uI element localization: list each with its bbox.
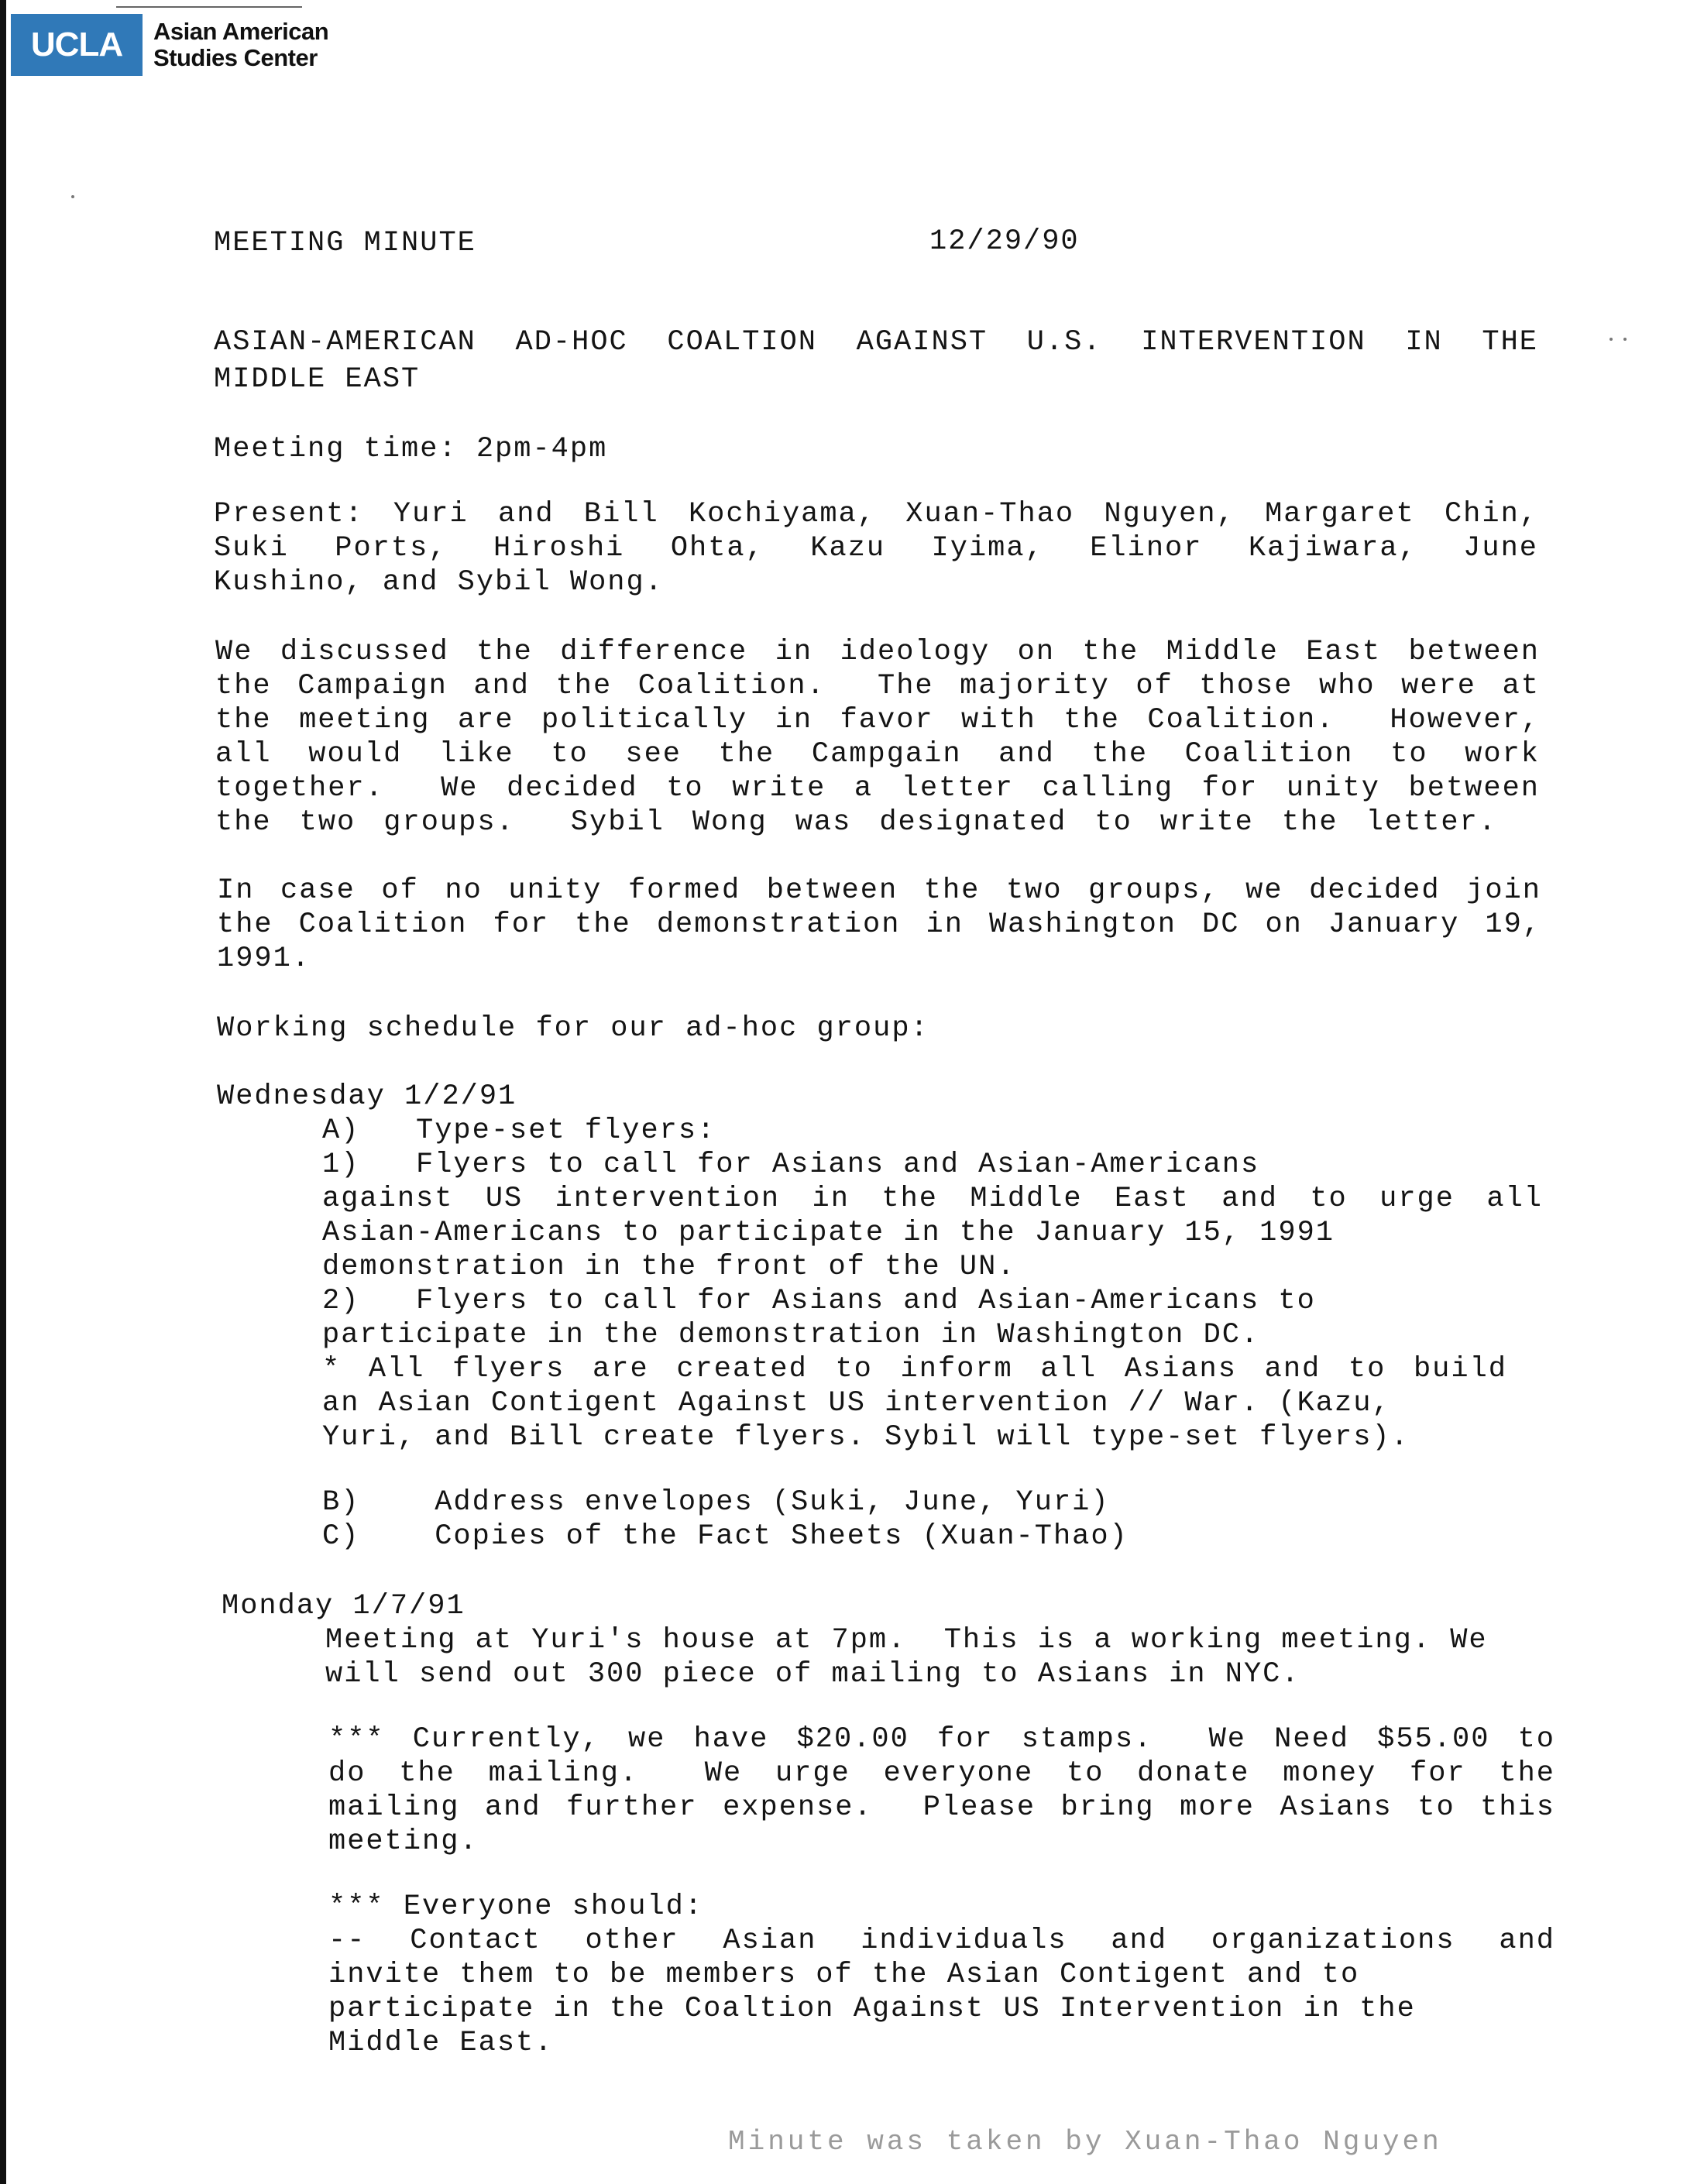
present-line: Suki Ports, Hiroshi Ohta, Kazu Iyima, Elinor Kajiwara, June bbox=[214, 532, 1538, 565]
monday-heading: Monday 1/7/91 bbox=[222, 1590, 466, 1623]
present-line: Present: Yuri and Bill Kochiyama, Xuan-Thao Nguyen, Margaret Chin, bbox=[214, 498, 1538, 531]
scan-speck bbox=[71, 195, 74, 198]
wednesday-item: A) Type-set flyers: bbox=[322, 1114, 716, 1147]
wednesday-item-b: B) Address envelopes (Suki, June, Yuri) bbox=[322, 1486, 1110, 1519]
wednesday-item: an Asian Contigent Against US intervention // War. (Kazu, bbox=[322, 1387, 1391, 1420]
para2-line: 1991. bbox=[217, 943, 311, 975]
header-rule bbox=[116, 6, 302, 8]
funds-line: meeting. bbox=[328, 1825, 479, 1858]
para1-line: We discussed the difference in ideology on the Middle East between bbox=[215, 636, 1540, 668]
para1-line: the two groups. Sybil Wong was designated to write the letter. bbox=[215, 806, 1497, 839]
minute-taker-note: Minute was taken by Xuan-Thao Nguyen bbox=[728, 2126, 1442, 2158]
para1-line: the Campaign and the Coalition. The majority of those who were at bbox=[215, 670, 1540, 702]
doc-title: MEETING MINUTE bbox=[214, 227, 476, 259]
meeting-time: Meeting time: 2pm-4pm bbox=[214, 433, 608, 465]
funds-line: mailing and further expense. Please bring more Asians to this bbox=[328, 1791, 1555, 1824]
center-name-line2: Studies Center bbox=[153, 44, 318, 71]
schedule-heading: Working schedule for our ad-hoc group: bbox=[217, 1012, 929, 1045]
ucla-wordmark: UCLA bbox=[11, 14, 143, 76]
everyone-line: participate in the Coaltion Against US Intervention in the bbox=[328, 1993, 1416, 2025]
doc-heading-line1: ASIAN-AMERICAN AD-HOC COALTION AGAINST U.S. INTERVENTION IN THE bbox=[214, 326, 1538, 359]
everyone-line: invite them to be members of the Asian Contigent and to bbox=[328, 1959, 1360, 1991]
scan-left-edge bbox=[0, 0, 6, 2184]
doc-heading-line2: MIDDLE EAST bbox=[214, 363, 421, 396]
para1-line: together. We decided to write a letter calling for unity between bbox=[215, 772, 1540, 805]
monday-line: Meeting at Yuri's house at 7pm. This is a working meeting. We bbox=[325, 1624, 1488, 1657]
funds-line: do the mailing. We urge everyone to donate money for the bbox=[328, 1757, 1555, 1790]
wednesday-item: 1) Flyers to call for Asians and Asian-Americans bbox=[322, 1149, 1260, 1181]
doc-date: 12/29/90 bbox=[929, 225, 1080, 258]
wednesday-item: * All flyers are created to inform all Asians and to build bbox=[322, 1353, 1507, 1386]
present-line: Kushino, and Sybil Wong. bbox=[214, 566, 664, 599]
para1-line: the meeting are politically in favor with the Coalition. However, bbox=[215, 704, 1540, 737]
everyone-line: Middle East. bbox=[328, 2027, 554, 2059]
everyone-line: -- Contact other Asian individuals and organizations and bbox=[328, 1925, 1555, 1957]
center-name bbox=[153, 19, 328, 71]
monday-line: will send out 300 piece of mailing to Asians in NYC. bbox=[325, 1658, 1300, 1691]
funds-line: *** Currently, we have $20.00 for stamps. We Need $55.00 to bbox=[328, 1723, 1555, 1756]
wednesday-item-c: C) Copies of the Fact Sheets (Xuan-Thao) bbox=[322, 1520, 1129, 1553]
wednesday-item: Asian-Americans to participate in the January 15, 1991 bbox=[322, 1217, 1335, 1249]
wednesday-item: participate in the demonstration in Washington DC. bbox=[322, 1319, 1260, 1351]
wednesday-item: Yuri, and Bill create flyers. Sybil will type-set flyers). bbox=[322, 1421, 1410, 1454]
para2-line: the Coalition for the demonstration in Washington DC on January 19, bbox=[217, 908, 1541, 941]
wednesday-heading: Wednesday 1/2/91 bbox=[217, 1080, 517, 1113]
wednesday-item: demonstration in the front of the UN. bbox=[322, 1251, 1016, 1283]
ucla-logo bbox=[11, 14, 328, 76]
center-name-line1: Asian American bbox=[153, 18, 329, 45]
para1-line: all would like to see the Campgain and the Coalition to work bbox=[215, 738, 1540, 771]
scan-speck bbox=[1610, 338, 1613, 341]
scan-speck bbox=[1623, 338, 1627, 341]
wednesday-item: against US intervention in the Middle East and to urge all bbox=[322, 1183, 1543, 1215]
everyone-heading: *** Everyone should: bbox=[328, 1890, 704, 1923]
para2-line: In case of no unity formed between the two groups, we decided join bbox=[217, 874, 1541, 907]
wednesday-item: 2) Flyers to call for Asians and Asian-Americans to bbox=[322, 1285, 1316, 1317]
